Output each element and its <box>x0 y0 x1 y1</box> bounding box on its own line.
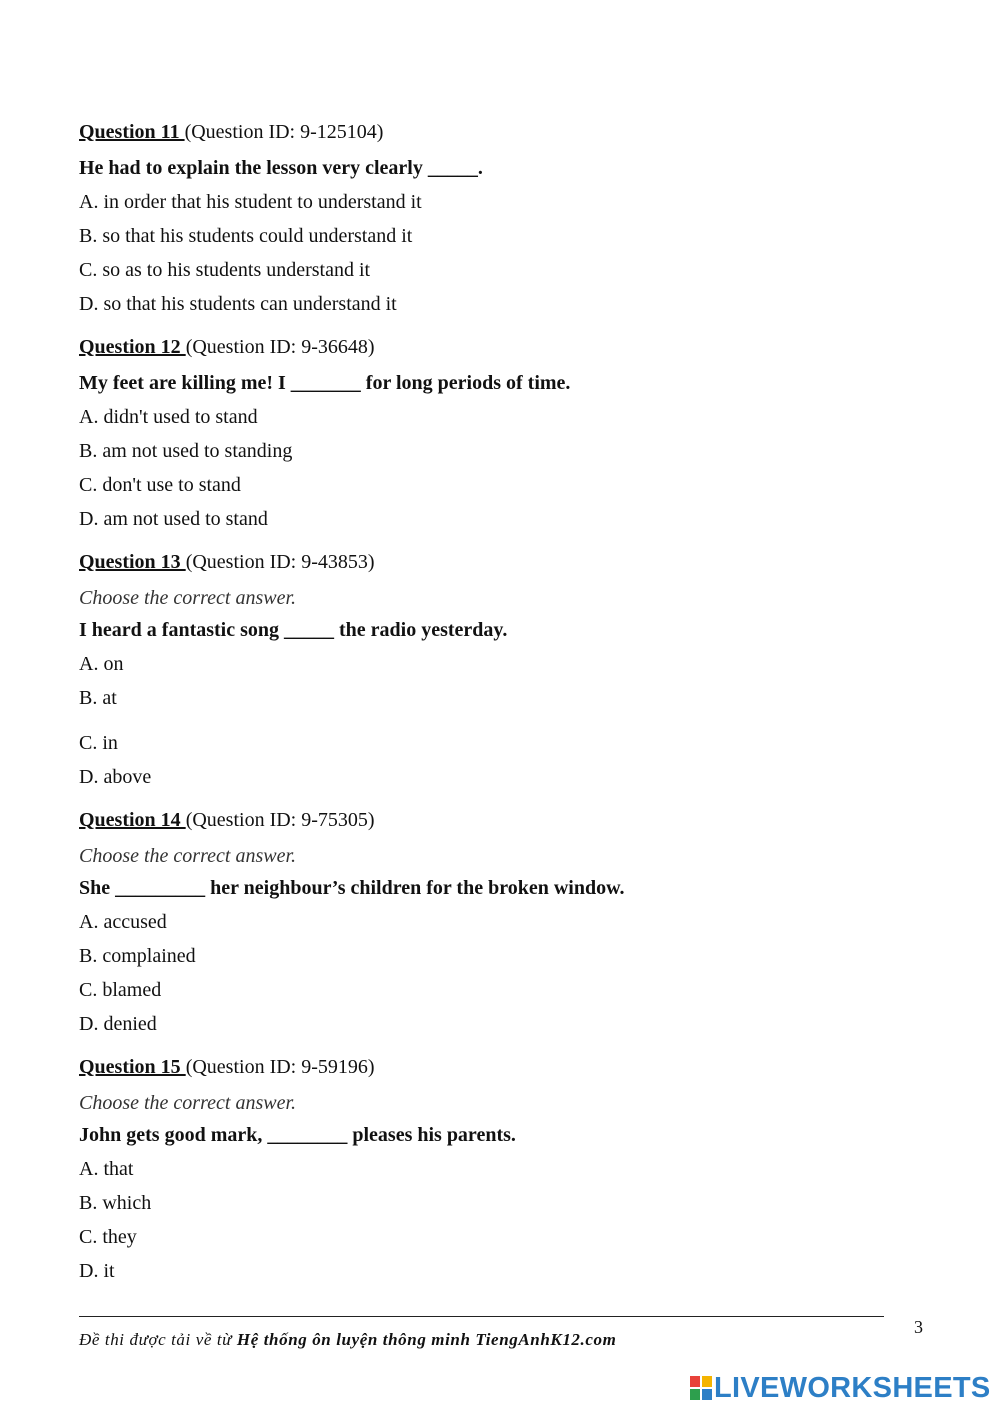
question-id: (Question ID: 9-43853) <box>185 551 375 573</box>
question-11-option-a[interactable]: A. in order that his student to understand it <box>79 191 422 213</box>
question-15-option-a[interactable]: A. that <box>79 1158 134 1180</box>
footer-site: Hệ thống ôn luyện thông minh TiengAnhK12.com <box>236 1330 617 1349</box>
liveworksheets-logo-icon <box>690 1376 712 1400</box>
question-12-option-c[interactable]: C. don't use to stand <box>79 474 241 496</box>
question-12-option-b[interactable]: B. am not used to standing <box>79 440 293 462</box>
question-11-option-d[interactable]: D. so that his students can understand it <box>79 293 397 315</box>
question-12-prompt: My feet are killing me! I _______ for long periods of time. <box>79 372 571 394</box>
question-12-option-d[interactable]: D. am not used to stand <box>79 508 268 530</box>
question-14-option-a[interactable]: A. accused <box>79 911 167 933</box>
footer-divider <box>79 1316 884 1317</box>
question-14-prompt: She _________ her neighbour’s children for the broken window. <box>79 877 625 899</box>
question-13-instruction: Choose the correct answer. <box>79 587 297 609</box>
question-id: (Question ID: 9-59196) <box>185 1056 375 1078</box>
page-number: 3 <box>914 1317 923 1337</box>
question-13-option-d[interactable]: D. above <box>79 766 152 788</box>
question-title: Question 11 <box>79 121 185 143</box>
question-title: Question 14 <box>79 809 186 831</box>
question-14-instruction: Choose the correct answer. <box>79 845 297 867</box>
question-13-header <box>79 550 375 574</box>
brand-name: LIVEWORKSHEETS <box>714 1371 991 1404</box>
question-15-option-b[interactable]: B. which <box>79 1192 152 1214</box>
question-15-header <box>79 1055 375 1079</box>
question-title: Question 15 <box>79 1056 186 1078</box>
liveworksheets-brand <box>690 1371 991 1405</box>
question-11-option-b[interactable]: B. so that his students could understand it <box>79 225 413 247</box>
question-14-header <box>79 808 375 832</box>
question-11-header <box>79 120 383 144</box>
question-11-option-c[interactable]: C. so as to his students understand it <box>79 259 371 281</box>
question-14-option-c[interactable]: C. blamed <box>79 979 162 1001</box>
question-15-option-c[interactable]: C. they <box>79 1226 137 1248</box>
question-13-prompt: I heard a fantastic song _____ the radio yesterday. <box>79 619 508 641</box>
question-13-option-a[interactable]: A. on <box>79 653 124 675</box>
question-15-instruction: Choose the correct answer. <box>79 1092 297 1114</box>
question-15-prompt: John gets good mark, ________ pleases his parents. <box>79 1124 516 1146</box>
question-12-option-a[interactable]: A. didn't used to stand <box>79 406 258 428</box>
question-id: (Question ID: 9-36648) <box>185 336 375 358</box>
question-id: (Question ID: 9-75305) <box>185 809 375 831</box>
question-title: Question 12 <box>79 336 186 358</box>
question-13-option-c[interactable]: C. in <box>79 732 118 754</box>
question-14-option-b[interactable]: B. complained <box>79 945 196 967</box>
question-title: Question 13 <box>79 551 186 573</box>
question-11-prompt: He had to explain the lesson very clearly _____. <box>79 157 483 179</box>
question-13-option-b[interactable]: B. at <box>79 687 117 709</box>
footer-prefix: Đề thi được tải về từ <box>79 1330 237 1349</box>
footer-source <box>79 1329 616 1351</box>
question-id: (Question ID: 9-125104) <box>184 121 384 143</box>
question-15-option-d[interactable]: D. it <box>79 1260 115 1282</box>
question-14-option-d[interactable]: D. denied <box>79 1013 157 1035</box>
question-12-header <box>79 335 375 359</box>
